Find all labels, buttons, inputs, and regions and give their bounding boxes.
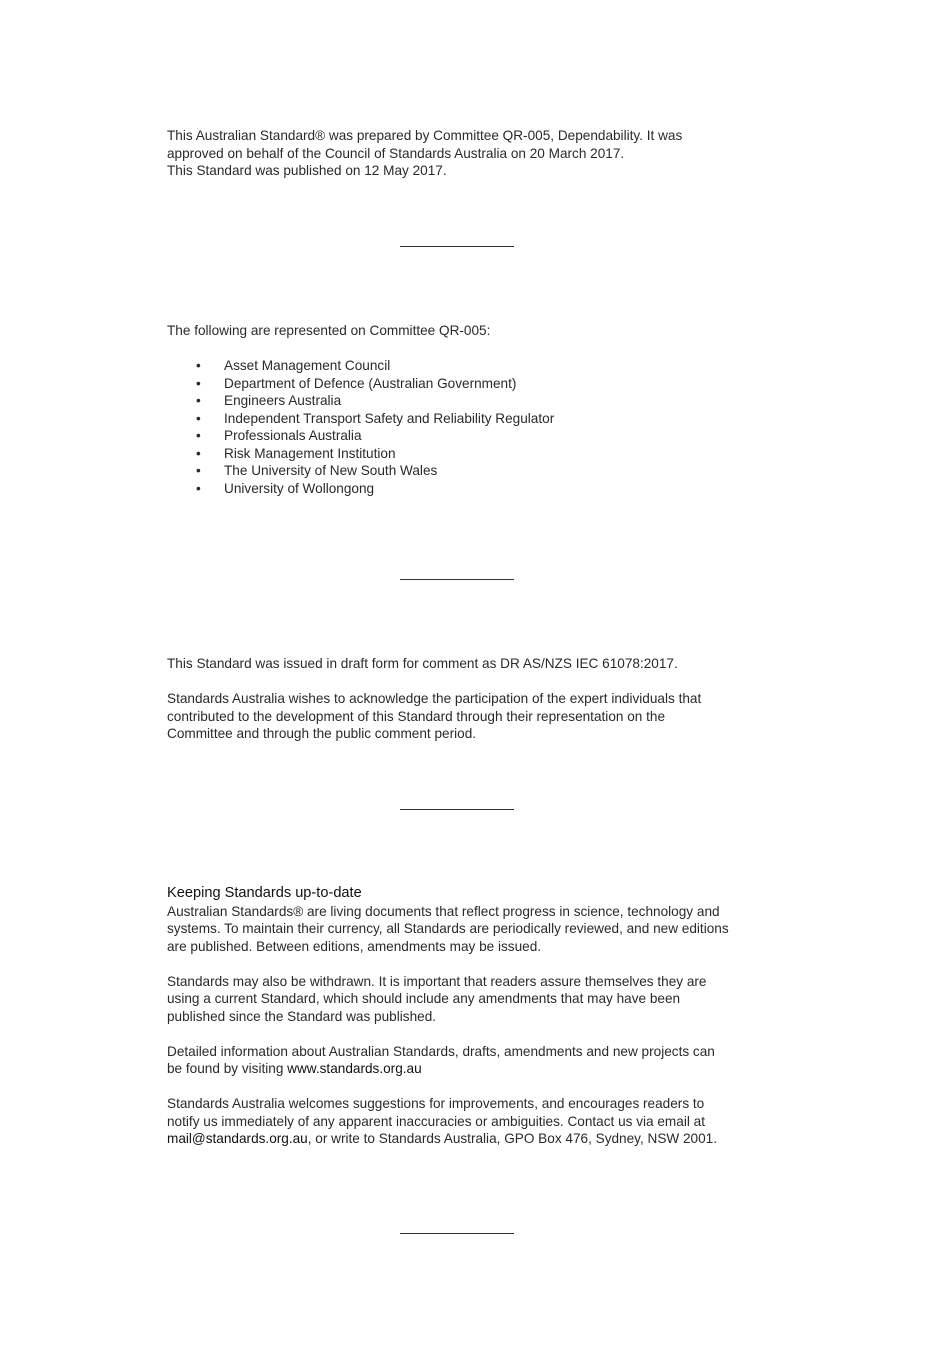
- paragraph-line: Standards may also be withdrawn. It is important that readers assure themselves they are: [167, 973, 707, 989]
- paragraph-line: Standards Australia welcomes suggestions for improvements, and encourages readers to: [167, 1096, 705, 1111]
- list-item: • Asset Management Council: [167, 357, 767, 375]
- keeping-up-to-date-section: [167, 885, 787, 1148]
- list-item: • Professionals Australia: [167, 427, 767, 445]
- section-heading: Keeping Standards up-to-date: [167, 885, 362, 901]
- paragraph-line: systems. To maintain their currency, all Standards are periodically reviewed, and new editions: [167, 921, 729, 936]
- paragraph-text: be found by visiting: [167, 1061, 288, 1076]
- paragraph-line: published since the Standard was published.: [167, 1008, 437, 1024]
- list-item: • The University of New South Wales: [167, 462, 767, 480]
- acknowledgement-line-1: Standards Australia wishes to acknowledge the participation of the expert individuals that: [167, 691, 702, 706]
- paragraph-line: are published. Between editions, amendments may be issued.: [167, 938, 542, 954]
- section-divider: [400, 579, 514, 580]
- list-item: • University of Wollongong: [167, 480, 767, 498]
- draft-section: [167, 655, 767, 743]
- list-item: • Engineers Australia: [167, 392, 767, 410]
- list-item: • Risk Management Institution: [167, 445, 767, 463]
- paragraph-text: , or write to Standards Australia, GPO Box 476, Sydney, NSW 2001.: [307, 1131, 718, 1146]
- acknowledgement-line-3: Committee and through the public comment period.: [167, 726, 477, 741]
- list-item: • Independent Transport Safety and Reliability Regulator: [167, 410, 767, 428]
- paragraph-line: [167, 1130, 787, 1148]
- committee-member-list: [167, 357, 767, 497]
- acknowledgement-line-2: contributed to the development of this Standard through their representation on the: [167, 708, 666, 724]
- paragraph-line: Australian Standards® are living documents that reflect progress in science, technology and: [167, 903, 720, 919]
- preparation-line-2: approved on behalf of the Council of Standards Australia on 20 March 2017.: [167, 145, 625, 161]
- paragraph-line: notify us immediately of any apparent inaccuracies or ambiguities. Contact us via email at: [167, 1113, 705, 1129]
- section-divider: [400, 1233, 514, 1234]
- paragraph-line: Detailed information about Australian Standards, drafts, amendments and new projects can: [167, 1043, 715, 1059]
- email-link[interactable]: mail@standards.org.au: [167, 1131, 308, 1146]
- draft-statement: This Standard was issued in draft form for comment as DR AS/NZS IEC 61078:2017.: [167, 656, 678, 671]
- section-divider: [400, 809, 514, 810]
- preparation-line-1: This Australian Standard® was prepared by Committee QR-005, Dependability. It was: [167, 128, 683, 143]
- paragraph-line: [167, 1060, 787, 1078]
- paragraph-line: using a current Standard, which should include any amendments that may have been: [167, 991, 681, 1006]
- committee-section: [167, 322, 767, 497]
- list-item: • Department of Defence (Australian Government): [167, 375, 767, 393]
- committee-intro: The following are represented on Committee QR-005:: [167, 323, 491, 338]
- section-divider: [400, 246, 514, 247]
- publication-line: This Standard was published on 12 May 2017.: [167, 163, 447, 178]
- website-link[interactable]: www.standards.org.au: [287, 1061, 422, 1076]
- preparation-statement: [167, 127, 767, 180]
